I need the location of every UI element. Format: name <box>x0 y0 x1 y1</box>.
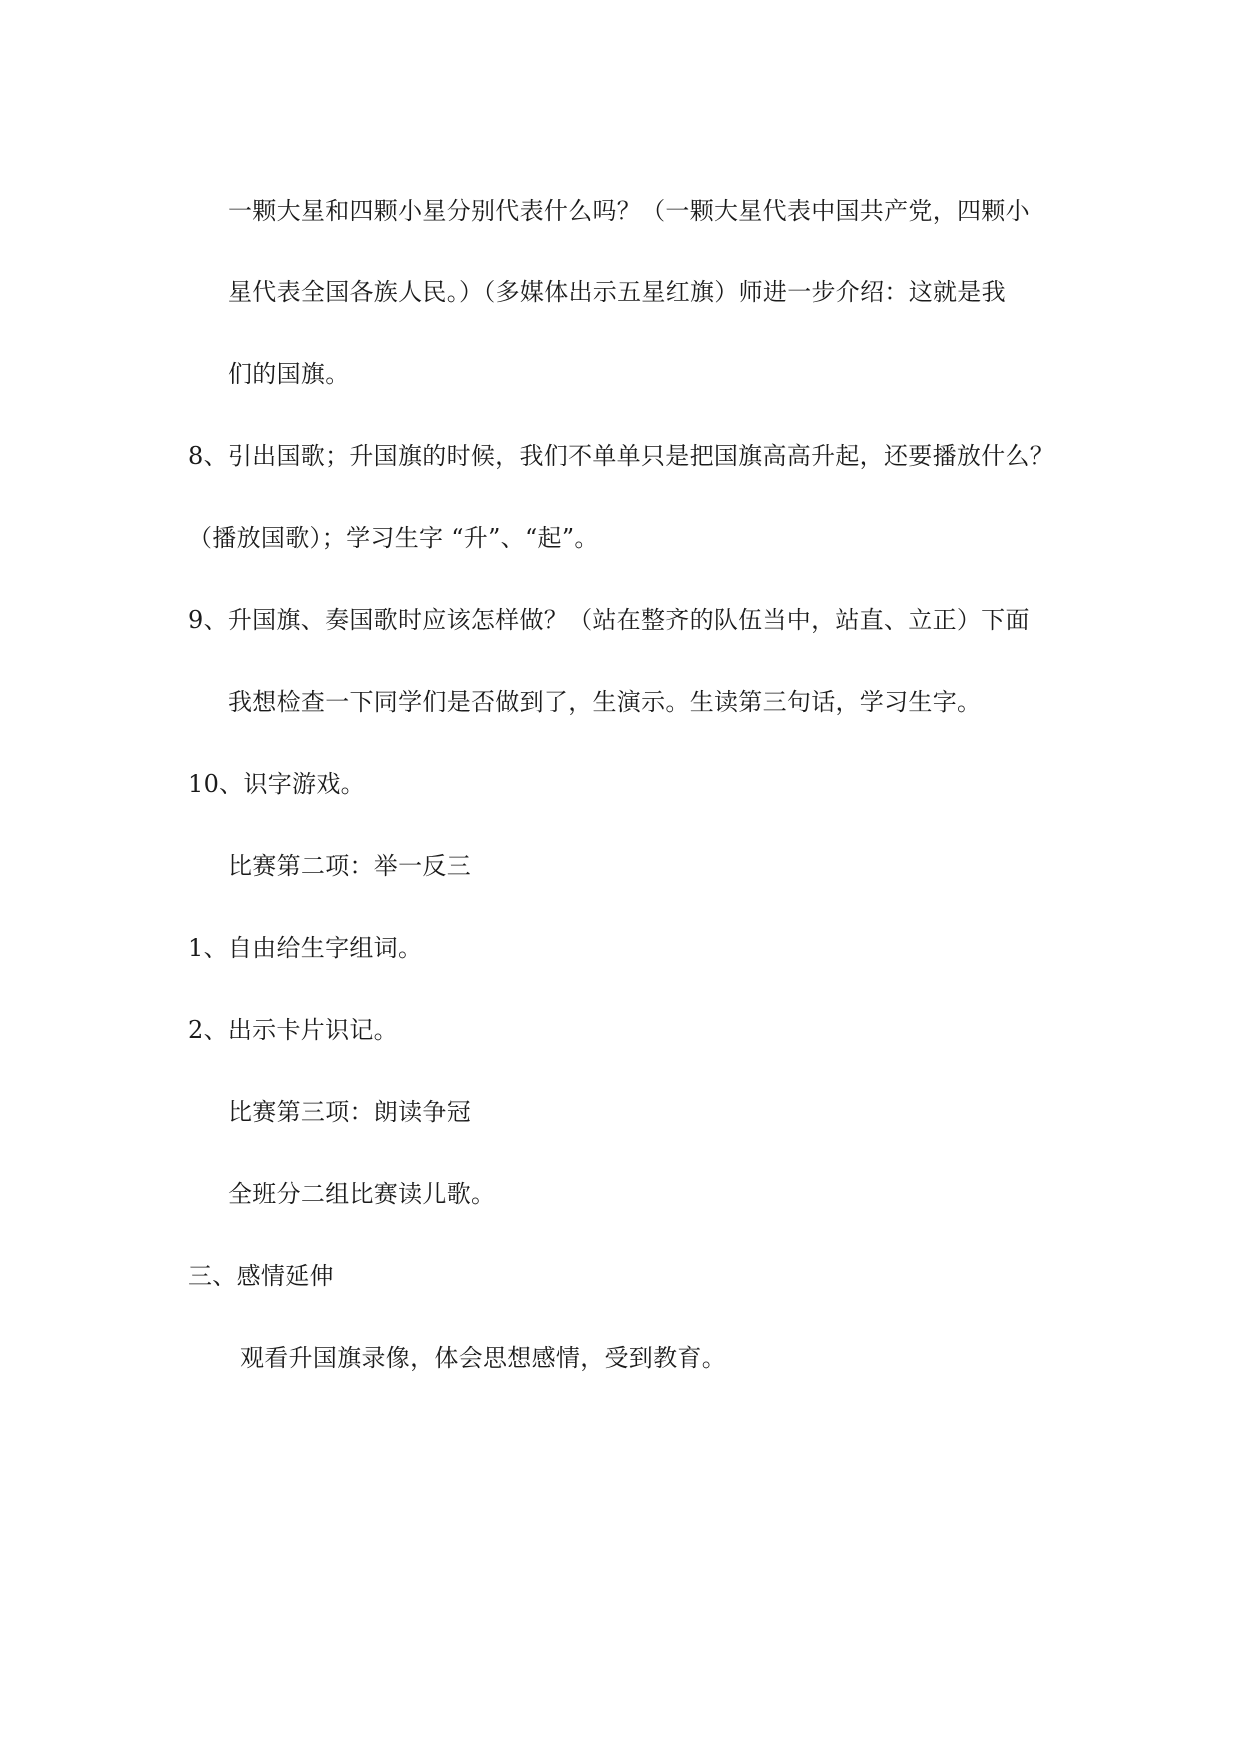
text-line-3: 们的国旗。 <box>228 360 350 388</box>
list-item-9: 9、升国旗、奏国歌时应该怎样做？（站在整齐的队伍当中，站直、立正）下面 <box>188 606 1030 634</box>
section-heading-3: 三、感情延伸 <box>188 1262 334 1290</box>
text-line-5: （播放国歌）；学习生字 “升”、“起”。 <box>188 524 599 552</box>
text-line-1: 一颗大星和四颗小星分别代表什么吗？（一颗大星代表中国共产党，四颗小 <box>228 197 1030 225</box>
list-item-2: 2、出示卡片识记。 <box>188 1016 398 1044</box>
list-item-10: 10、识字游戏。 <box>188 770 365 798</box>
text-line-7: 我想检查一下同学们是否做到了，生演示。生读第三句话，学习生字。 <box>228 688 982 716</box>
text-line-15: 观看升国旗录像，体会思想感情，受到教育。 <box>240 1344 726 1372</box>
list-item-1: 1、自由给生字组词。 <box>188 934 423 962</box>
section-heading-item-2: 比赛第二项：举一反三 <box>228 852 471 880</box>
list-item-8: 8、引出国歌；升国旗的时候，我们不单单只是把国旗高高升起，还要播放什么？ <box>188 442 1055 470</box>
section-heading-item-3: 比赛第三项：朗读争冠 <box>228 1098 471 1126</box>
text-line-13: 全班分二组比赛读儿歌。 <box>228 1180 496 1208</box>
text-line-2: 星代表全国各族人民。）（多媒体出示五星红旗）师进一步介绍：这就是我 <box>228 278 1006 306</box>
